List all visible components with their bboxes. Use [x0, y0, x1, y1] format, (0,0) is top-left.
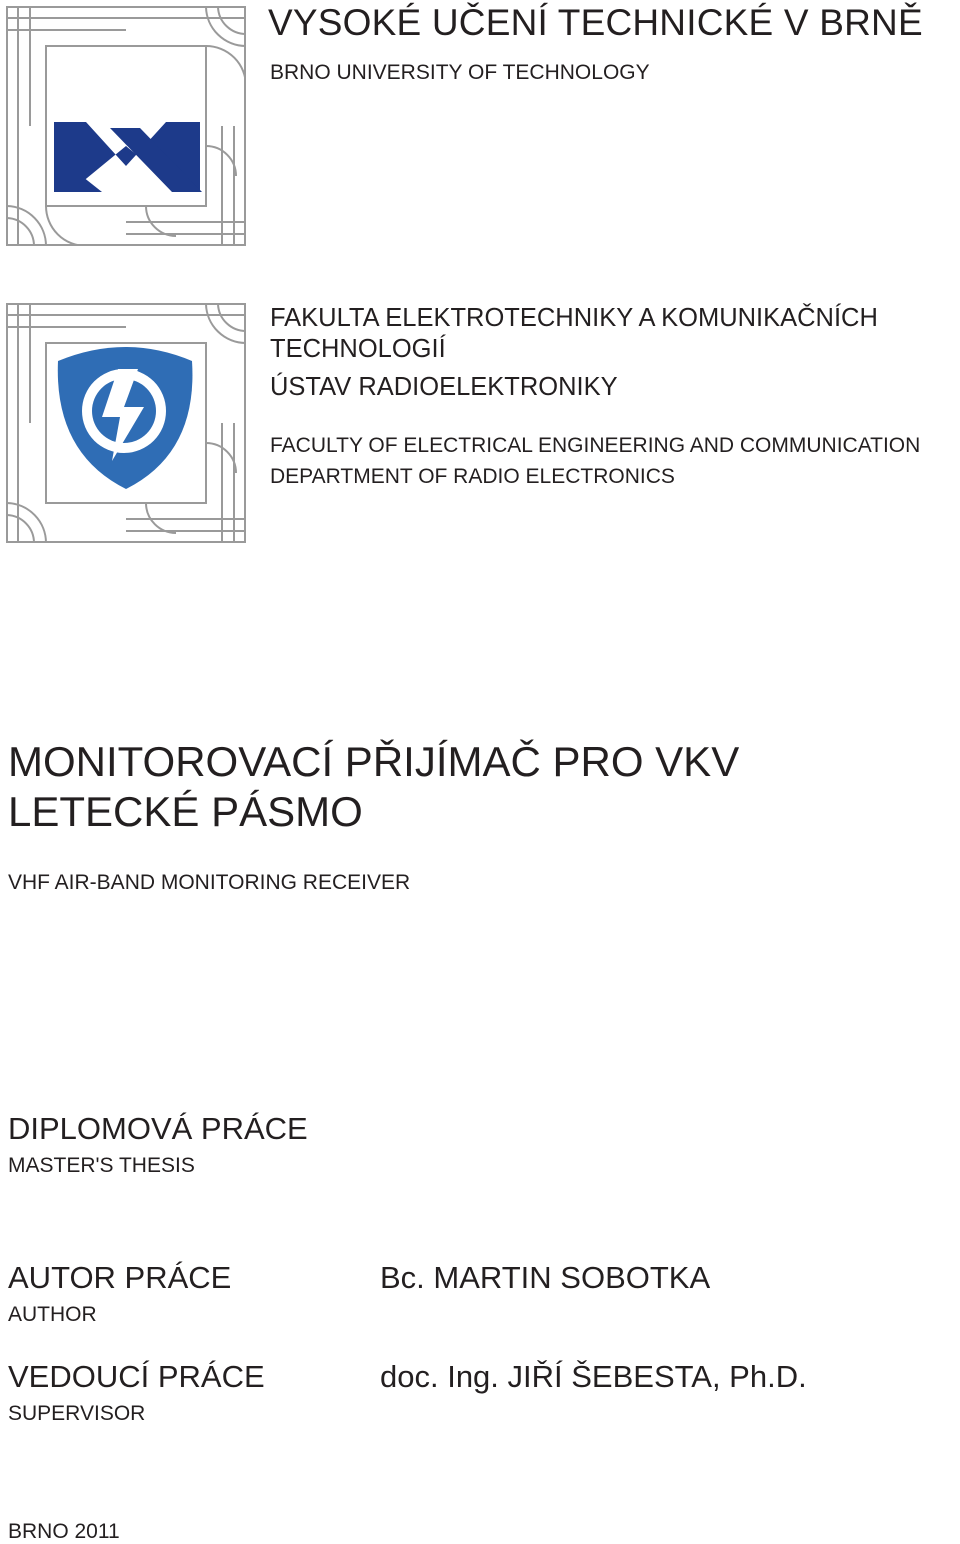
thesis-title-en: VHF AIR-BAND MONITORING RECEIVER: [8, 871, 411, 894]
supervisor-label-en: SUPERVISOR: [8, 1402, 146, 1425]
feec-logo-graphic: [6, 303, 246, 543]
place-year: BRNO 2011: [8, 1520, 120, 1543]
faculty-name-en: FACULTY OF ELECTRICAL ENGINEERING AND COMMUNICATION: [270, 434, 921, 457]
university-name-cz: VYSOKÉ UČENÍ TECHNICKÉ V BRNĚ: [268, 2, 923, 43]
thesis-type-en: MASTER'S THESIS: [8, 1154, 195, 1177]
author-label-en: AUTHOR: [8, 1303, 97, 1326]
author-label-cz: AUTOR PRÁCE: [8, 1260, 232, 1295]
department-name-cz: ÚSTAV RADIOELEKTRONIKY: [270, 373, 618, 401]
thesis-title-cz: MONITOROVACÍ PŘIJÍMAČ PRO VKV LETECKÉ PÁSMO: [8, 738, 740, 835]
thesis-type-cz: DIPLOMOVÁ PRÁCE: [8, 1111, 308, 1146]
supervisor-label-cz: VEDOUCÍ PRÁCE: [8, 1359, 265, 1394]
university-name-en: BRNO UNIVERSITY OF TECHNOLOGY: [270, 61, 650, 84]
faculty-name-cz-line2: TECHNOLOGIÍ: [270, 335, 446, 363]
author-name: Bc. MARTIN SOBOTKA: [380, 1260, 711, 1295]
feec-shield-lightning-icon: [6, 303, 246, 543]
but-logo-graphic: [6, 6, 246, 246]
supervisor-name: doc. Ing. JIŘÍ ŠEBESTA, Ph.D.: [380, 1359, 807, 1394]
department-name-en: DEPARTMENT OF RADIO ELECTRONICS: [270, 465, 675, 488]
faculty-name-cz-line1: FAKULTA ELEKTROTECHNIKY A KOMUNIKAČNÍCH: [270, 304, 878, 332]
but-logo-icon: [6, 6, 246, 246]
